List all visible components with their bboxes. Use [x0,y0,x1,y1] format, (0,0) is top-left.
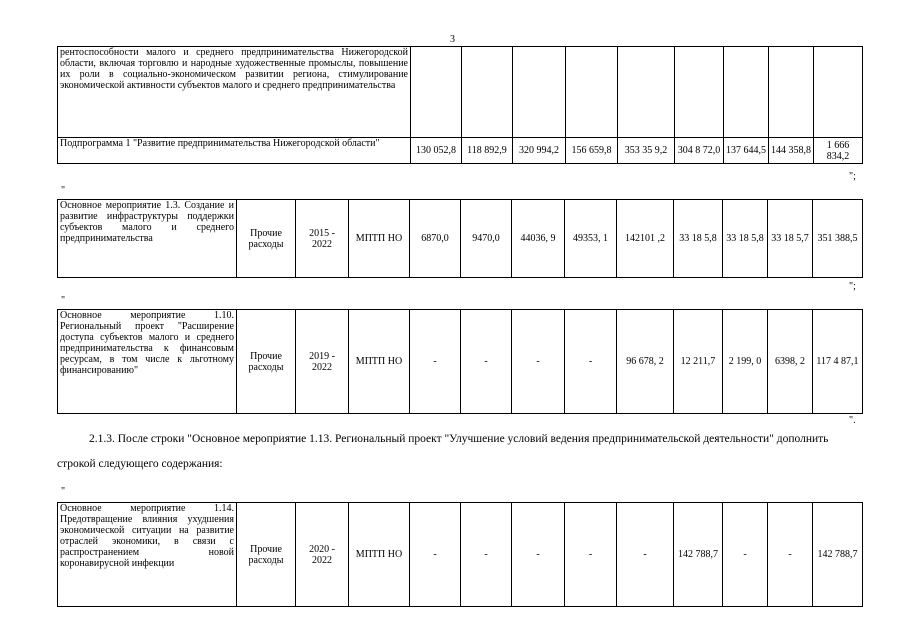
cell-value: 1 666 834,2 [814,138,863,164]
cell-value: 6398, 2 [768,310,813,414]
period: 2019 - 2022 [296,310,349,414]
cell-value: 6870,0 [410,200,461,278]
period: 2015 - 2022 [296,200,349,278]
cell-value: - [723,503,768,607]
cell-value: 142 788,7 [813,503,863,607]
cell-value: 142 788,7 [674,503,723,607]
table-row-1-10 [57,309,863,414]
cell-value: - [565,503,617,607]
quote-close-mark: "; [849,281,856,292]
cell-description: рентоспособности малого и среднего предпринимательства Нижегородской области, включая торговлю и народные художественные промыслы, повышение их роли в социально-экономическом развитии региона, стимулирование экономической активности субъектов малого и среднего предпринимательства [58,47,411,138]
cell-value: 33 18 5,8 [723,200,768,278]
cell-value: - [565,310,617,414]
cell-value: 118 892,9 [462,138,513,164]
subprogram-label: Подпрограмма 1 "Развитие предпринимательства Нижегородской области" [58,138,411,164]
cell-value: 142101 ,2 [617,200,674,278]
cell-value: 2 199, 0 [723,310,768,414]
cell-value: 351 388,5 [813,200,863,278]
executor: МПТП НО [349,200,410,278]
cell-value: - [512,310,565,414]
row-description: Основное мероприятие 1.14. Предотвращение влияния ухудшения экономической ситуации на развитие отраслей экономики, в связи с распространением новой коронавирусной инфекции [58,503,237,607]
executor: МПТП НО [349,310,410,414]
table-row-1-3 [57,199,863,278]
cell-value: 144 358,8 [769,138,814,164]
cell-value: 304 8 72,0 [675,138,724,164]
executor: МПТП НО [349,503,410,607]
expense-type: Прочие расходы [237,310,296,414]
instruction-paragraph [57,427,850,477]
row-description: Основное мероприятие 1.3. Создание и развитие инфраструктуры поддержки субъектов малого и среднего предпринимательства [58,200,237,278]
expense-type: Прочие расходы [237,200,296,278]
quote-open-mark: " [61,486,66,497]
period: 2020 - 2022 [296,503,349,607]
cell-value: 320 994,2 [513,138,566,164]
table-top [57,46,863,164]
cell-value: 96 678, 2 [617,310,674,414]
cell-value: 44036, 9 [512,200,565,278]
page-number: 3 [450,34,455,45]
expense-type: Прочие расходы [237,503,296,607]
quote-open-mark: " [61,295,66,306]
cell-value: 33 18 5,8 [674,200,723,278]
cell-value: 137 644,5 [724,138,769,164]
quote-close-mark: "; [849,171,856,182]
cell-value: - [617,503,674,607]
cell-value: - [461,503,512,607]
quote-open-mark: " [61,185,66,196]
paragraph-text: 2.1.3. После строки "Основное мероприятие 1.13. Региональный проект "Улучшение условий ведения предпринимательской деятельности" дополнить строкой следующего содержания: [57,433,829,470]
cell-value: - [410,503,461,607]
cell-value: 9470,0 [461,200,512,278]
cell-value: 49353, 1 [565,200,617,278]
cell-value: 353 35 9,2 [618,138,675,164]
cell-value: - [512,503,565,607]
cell-value: - [768,503,813,607]
cell-value: 130 052,8 [411,138,462,164]
row-description: Основное мероприятие 1.10. Региональный проект "Расширение доступа субъектов малого и среднего предпринимательства к финансовым ресурсам, в том числе к льготному финансированию" [58,310,237,414]
cell-value: 117 4 87,1 [813,310,863,414]
cell-value: - [410,310,461,414]
cell-value: 156 659,8 [566,138,618,164]
cell-value: 33 18 5,7 [768,200,813,278]
quote-close-mark: ". [849,415,856,426]
cell-value: - [461,310,512,414]
table-row-1-14 [57,502,863,607]
cell-value: 12 211,7 [674,310,723,414]
